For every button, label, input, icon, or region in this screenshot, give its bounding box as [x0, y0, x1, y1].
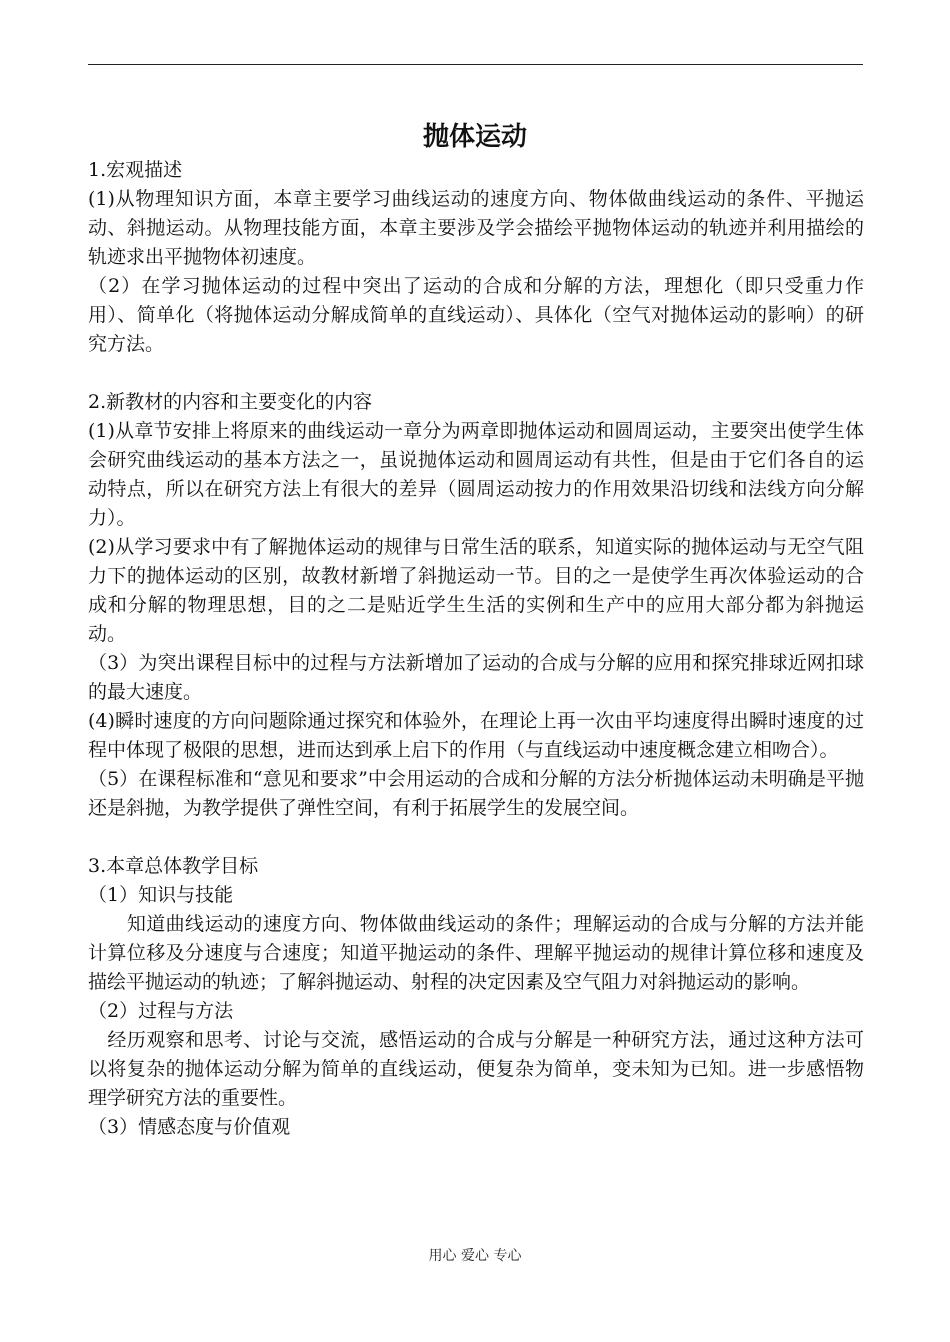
paragraph: （1）知识与技能 — [88, 884, 234, 906]
page-footer: 用心 爱心 专心 — [428, 1248, 522, 1264]
document-body — [88, 156, 864, 1142]
paragraph: 经历观察和思考、讨论与交流，感悟运动的合成与分解是一种研究方法，通过这种方法可以将复杂的抛体运动分解为简单的直线运动，便复杂为简单，变未知为已知。进一步感悟物理学研究方法的重要性。 — [88, 1029, 864, 1109]
paragraph: 3.本章总体教学目标 — [88, 855, 259, 877]
paragraph: （2）在学习抛体运动的过程中突出了运动的合成和分解的方法，理想化（即只受重力作用）、简单化（将抛体运动分解成简单的直线运动）、具体化（空气对抛体运动的影响）的研究方法。 — [88, 275, 864, 355]
document-title: 抛体运动 — [422, 122, 527, 152]
paragraph: (1)从章节安排上将原来的曲线运动一章分为两章即抛体运动和圆周运动，主要突出使学生体会研究曲线运动的基本方法之一，虽说抛体运动和圆周运动有共性，但是由于它们各自的运动特点，所以在研究方法上有很大的差异（圆周运动按力的作用效果沿切线和法线方向分解力）。 — [88, 420, 864, 529]
paragraph: （2）过程与方法 — [88, 1000, 234, 1022]
paragraph: (1)从物理知识方面，本章主要学习曲线运动的速度方向、物体做曲线运动的条件、平抛运动、斜抛运动。从物理技能方面，本章主要涉及学会描绘平抛物体运动的轨迹并利用描绘的轨迹求出平抛物体初速度。 — [88, 188, 864, 268]
paragraph: (2)从学习要求中有了解抛体运动的规律与日常生活的联系，知道实际的抛体运动与无空气阻力下的抛体运动的区别，故教材新增了斜抛运动一节。目的之一是使学生再次体验运动的合成和分解的物理思想，目的之二是贴近学生生活的实例和生产中的应用大部分都为斜抛运动。 — [88, 536, 864, 645]
paragraph: 知道曲线运动的速度方向、物体做曲线运动的条件；理解运动的合成与分解的方法并能计算位移及分速度与合速度；知道平抛运动的条件、理解平抛运动的规律计算位移和速度及描绘平抛运动的轨迹；了解斜抛运动、射程的决定因素及空气阻力对斜抛运动的影响。 — [88, 913, 864, 993]
paragraph: （3）情感态度与价值观 — [88, 1116, 291, 1138]
paragraph: 1.宏观描述 — [88, 159, 183, 181]
paragraph: (4)瞬时速度的方向问题除通过探究和体验外，在理论上再一次由平均速度得出瞬时速度的过程中体现了极限的思想，进而达到承上启下的作用（与直线运动中速度概念建立相吻合）。 — [88, 710, 864, 761]
paragraph: 2.新教材的内容和主要变化的内容 — [88, 391, 373, 413]
blank-line — [88, 823, 864, 852]
header-rule — [88, 64, 863, 65]
blank-line — [88, 359, 864, 388]
paragraph: （5）在课程标准和“意见和要求”中会用运动的合成和分解的方法分析抛体运动未明确是平抛还是斜抛，为教学提供了弹性空间，有利于拓展学生的发展空间。 — [88, 768, 864, 819]
paragraph: （3）为突出课程目标中的过程与方法新增加了运动的合成与分解的应用和探究排球近网扣球的最大速度。 — [88, 652, 864, 703]
